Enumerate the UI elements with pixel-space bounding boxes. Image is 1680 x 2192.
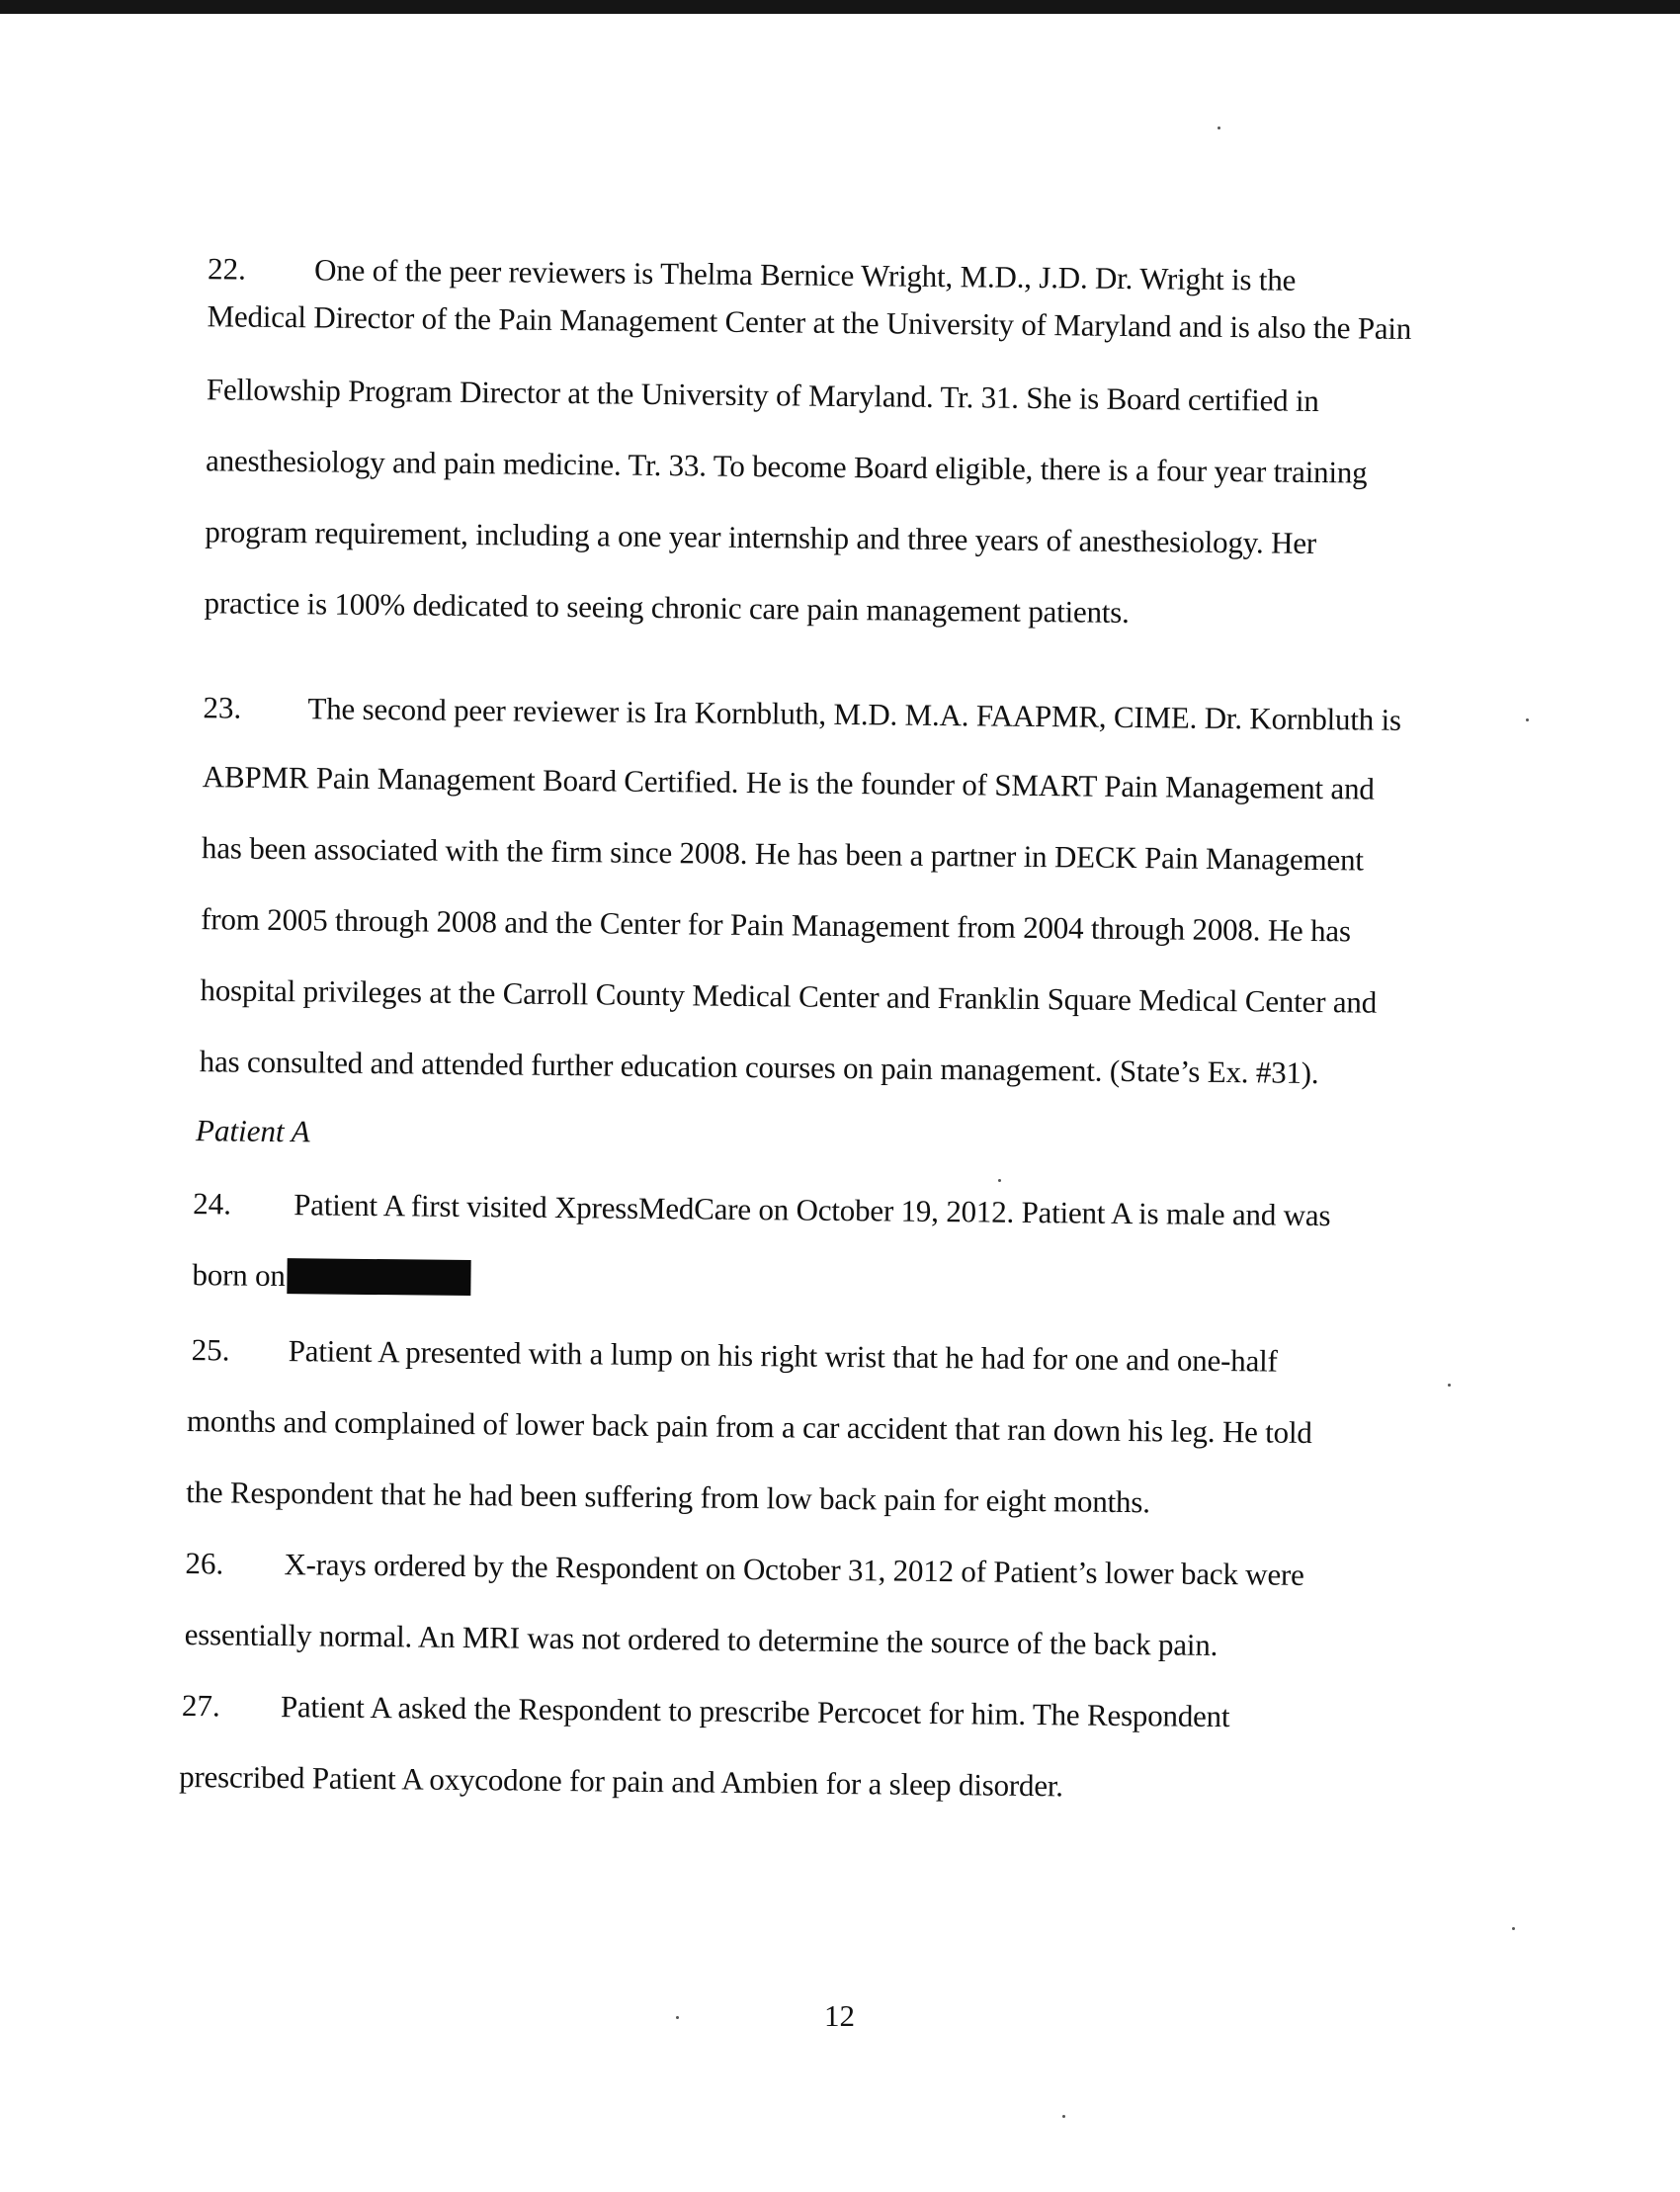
scan-speck <box>1448 1384 1451 1387</box>
paragraph-number: 26. <box>185 1546 224 1581</box>
paragraph-line: Patient A asked the Respondent to prescribe Percocet for him. The Respondent <box>280 1689 1230 1734</box>
paragraph-line: Fellowship Program Director at the University of Maryland. Tr. 31. She is Board certified in <box>206 372 1319 418</box>
page-number: 12 <box>824 1998 855 2033</box>
paragraph-line: prescribed Patient A oxycodone for pain and Ambien for a sleep disorder. <box>179 1758 1064 1804</box>
scan-speck <box>1526 718 1529 721</box>
paragraph-line: The second peer reviewer is Ira Kornbluth, M.D. M.A. FAAPMR, CIME. Dr. Kornbluth is <box>307 691 1402 737</box>
paragraph-line: Medical Director of the Pain Management Center at the University of Maryland and is also the Pain <box>207 298 1412 346</box>
paragraph-line <box>192 1257 471 1296</box>
paragraph-line: Patient A first visited XpressMedCare on October 19, 2012. Patient A is male and was <box>294 1187 1331 1233</box>
paragraph-line: has been associated with the firm since 2008. He has been a partner in DECK Pain Management <box>201 830 1364 878</box>
paragraph-number: 23. <box>203 690 242 725</box>
paragraph-line: ABPMR Pain Management Board Certified. He is the founder of SMART Pain Management and <box>202 759 1375 806</box>
paragraph-line: program requirement, including a one year internship and three years of anesthesiology. Her <box>205 514 1317 560</box>
paragraph-number: 22. <box>207 251 247 287</box>
paragraph-number: 27. <box>181 1688 220 1724</box>
paragraph-line: the Respondent that he had been suffering from low back pain for eight months. <box>186 1475 1150 1520</box>
paragraph-line: essentially normal. An MRI was not ordered to determine the source of the back pain. <box>184 1617 1218 1662</box>
scan-speck <box>1512 1927 1515 1930</box>
scan-speck <box>998 1179 1001 1182</box>
scan-speck <box>1218 126 1220 129</box>
paragraph-line: One of the peer reviewers is Thelma Bernice Wright, M.D., J.D. Dr. Wright is the <box>313 252 1297 297</box>
scan-speck <box>676 2016 679 2019</box>
paragraph-line: from 2005 through 2008 and the Center for Pain Management from 2004 through 2008. He has <box>201 901 1352 949</box>
scan-speck <box>1062 2115 1065 2118</box>
paragraph-line: anesthesiology and pain medicine. Tr. 33. To become Board eligible, there is a four year training <box>205 443 1368 490</box>
paragraph-line: hospital privileges at the Carroll County Medical Center and Franklin Square Medical Center and <box>200 972 1378 1020</box>
paragraph-number: 24. <box>193 1186 232 1222</box>
paragraph-number: 25. <box>191 1332 230 1368</box>
redaction-bar <box>287 1258 470 1296</box>
paragraph-line: X-rays ordered by the Respondent on October 31, 2012 of Patient’s lower back were <box>284 1547 1304 1592</box>
paragraph-line: practice is 100% dedicated to seeing chronic care pain management patients. <box>204 585 1130 630</box>
paragraph-line: has consulted and attended further education courses on pain management. (State’s Ex. #31). <box>199 1044 1319 1091</box>
section-heading: Patient A <box>195 1113 310 1149</box>
paragraph-line: Patient A presented with a lump on his right wrist that he had for one and one-half <box>288 1333 1278 1379</box>
paragraph-line: months and complained of lower back pain from a car accident that ran down his leg. He told <box>186 1403 1312 1450</box>
born-on-text: born on <box>192 1257 286 1294</box>
